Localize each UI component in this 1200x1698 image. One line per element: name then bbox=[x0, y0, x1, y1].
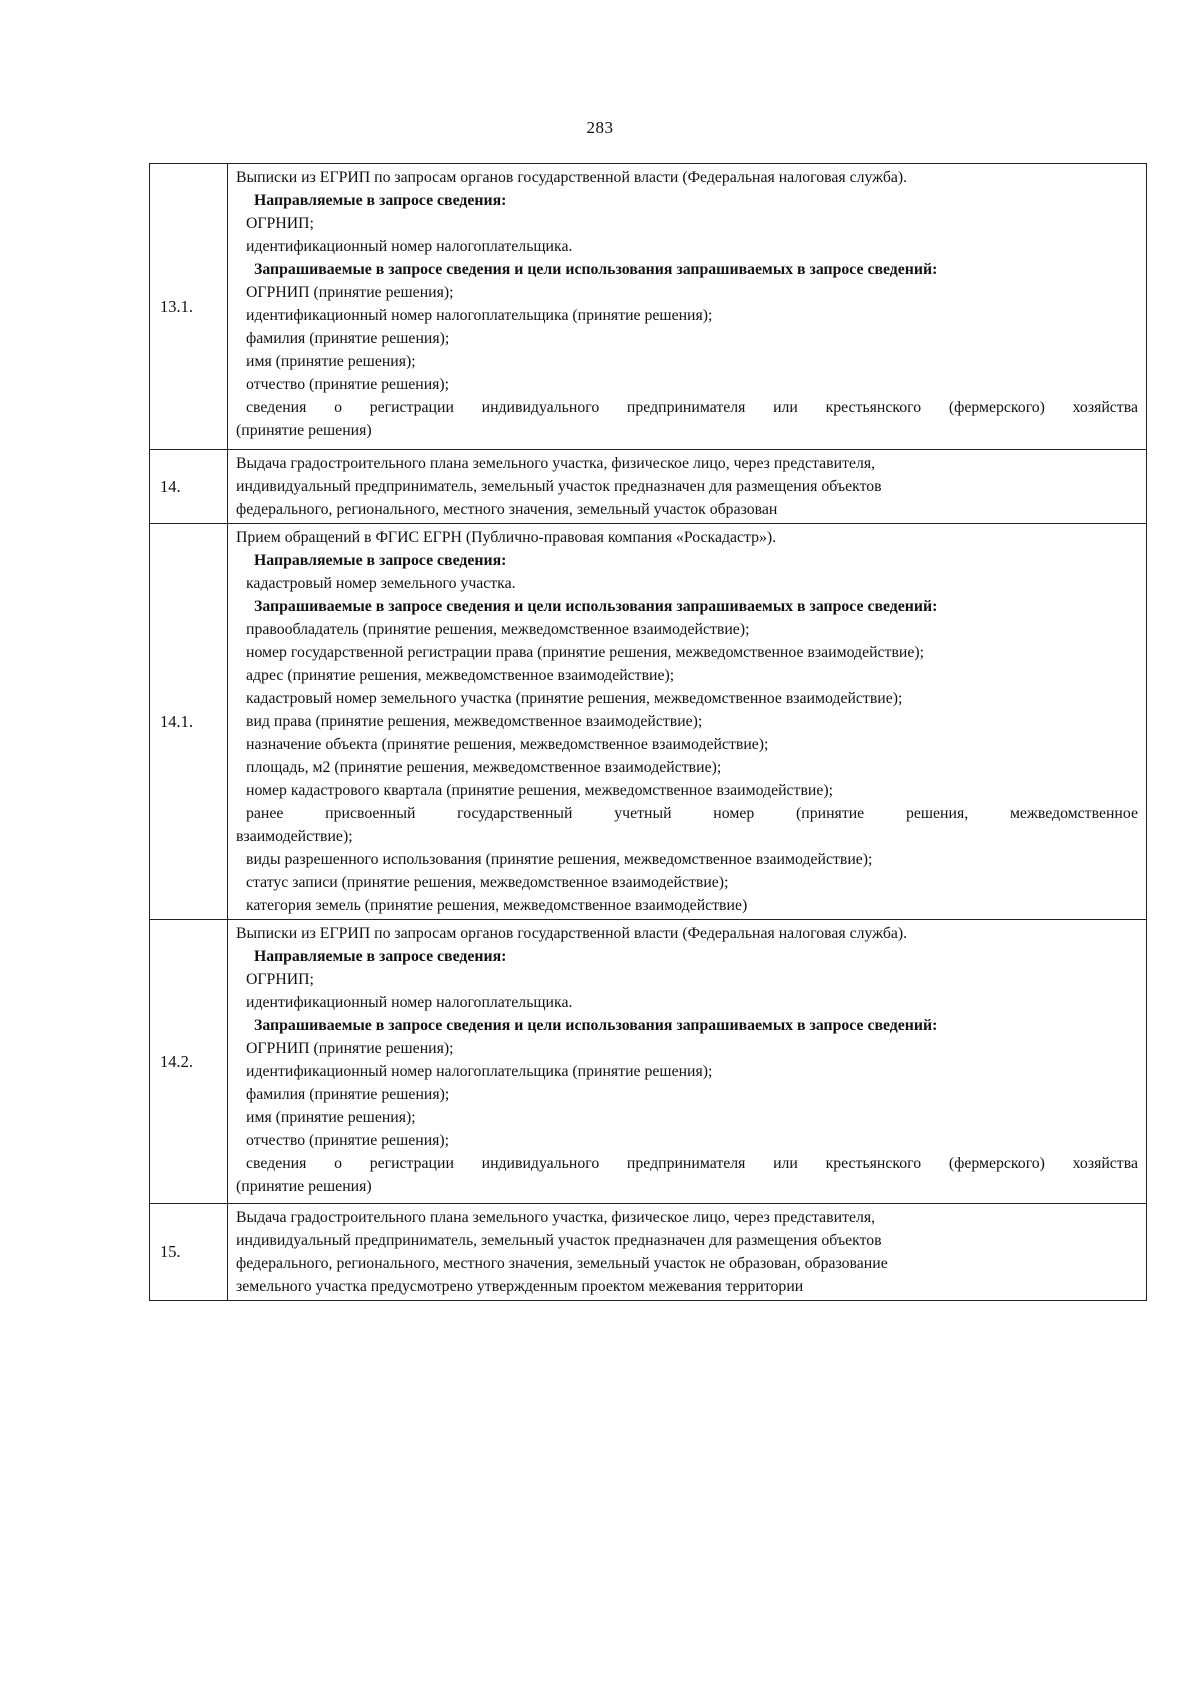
list-item: отчество (принятие решения); bbox=[246, 376, 450, 393]
word: учетный bbox=[614, 805, 672, 822]
word: крестьянского bbox=[825, 1155, 922, 1172]
table-row bbox=[150, 1204, 1147, 1301]
list-item: ОГРНИП (принятие решения); bbox=[246, 284, 454, 301]
word: крестьянского bbox=[825, 399, 922, 416]
word: сведения bbox=[246, 399, 307, 416]
row-content bbox=[228, 524, 1147, 920]
word: или bbox=[773, 399, 798, 416]
justified-line bbox=[246, 396, 1138, 419]
word: или bbox=[773, 1155, 798, 1172]
row-number: 14.2. bbox=[150, 920, 228, 1204]
row-number: 15. bbox=[150, 1204, 228, 1301]
list-item: назначение объекта (принятие решения, межведомственное взаимодействие); bbox=[246, 736, 769, 753]
word: регистрации bbox=[369, 1155, 454, 1172]
list-item: фамилия (принятие решения); bbox=[246, 330, 450, 347]
content-heading-line: Выдача градостроительного плана земельного участка, физическое лицо, через представителя, bbox=[236, 455, 876, 472]
list-item: виды разрешенного использования (принятие решения, межведомственное взаимодействие); bbox=[246, 851, 873, 868]
word: государственный bbox=[457, 805, 573, 822]
content-heading-line: Выписки из ЕГРИП по запросам органов государственной власти (Федеральная налоговая служба). bbox=[236, 169, 908, 186]
table-row bbox=[150, 450, 1147, 524]
word: сведения bbox=[246, 1155, 307, 1172]
word: индивидуального bbox=[481, 1155, 600, 1172]
content-heading-line: Выписки из ЕГРИП по запросам органов государственной власти (Федеральная налоговая служба). bbox=[236, 925, 908, 942]
section-heading: Направляемые в запросе сведения: bbox=[254, 948, 507, 965]
word: (фермерского) bbox=[948, 399, 1045, 416]
word: номер bbox=[713, 805, 755, 822]
word: предпринимателя bbox=[626, 399, 746, 416]
word: хозяйства bbox=[1072, 1155, 1138, 1172]
content-heading-line: земельного участка предусмотрено утвержденным проектом межевания территории bbox=[236, 1278, 804, 1295]
table-row bbox=[150, 524, 1147, 920]
document-table bbox=[149, 163, 1147, 1301]
list-item: имя (принятие решения); bbox=[246, 353, 416, 370]
list-item: кадастровый номер земельного участка. bbox=[246, 575, 516, 592]
list-item: фамилия (принятие решения); bbox=[246, 1086, 450, 1103]
word: (фермерского) bbox=[948, 1155, 1045, 1172]
list-item: идентификационный номер налогоплательщика (принятие решения); bbox=[246, 1063, 713, 1080]
row-number: 14. bbox=[150, 450, 228, 524]
list-item: отчество (принятие решения); bbox=[246, 1132, 450, 1149]
list-item: ОГРНИП; bbox=[246, 971, 314, 988]
table-row bbox=[150, 164, 1147, 450]
section-heading: Запрашиваемые в запросе сведения и цели использования запрашиваемых в запросе сведений: bbox=[254, 598, 938, 615]
content-heading-line: индивидуальный предприниматель, земельный участок предназначен для размещения объектов bbox=[236, 1232, 882, 1249]
content-continuation-line: (принятие решения) bbox=[236, 1178, 372, 1195]
word: регистрации bbox=[369, 399, 454, 416]
word: индивидуального bbox=[481, 399, 600, 416]
list-item: вид права (принятие решения, межведомственное взаимодействие); bbox=[246, 713, 703, 730]
list-item: идентификационный номер налогоплательщика. bbox=[246, 238, 573, 255]
list-item: номер государственной регистрации права (принятие решения, межведомственное взаимодействие); bbox=[246, 644, 925, 661]
list-item: площадь, м2 (принятие решения, межведомственное взаимодействие); bbox=[246, 759, 722, 776]
content-heading-line: федерального, регионального, местного значения, земельный участок образован bbox=[236, 501, 778, 518]
table-row bbox=[150, 920, 1147, 1204]
page-number: 283 bbox=[586, 118, 614, 137]
list-item: ОГРНИП; bbox=[246, 215, 314, 232]
list-item: номер кадастрового квартала (принятие решения, межведомственное взаимодействие); bbox=[246, 782, 834, 799]
content-heading-line: Выдача градостроительного плана земельного участка, физическое лицо, через представителя, bbox=[236, 1209, 876, 1226]
section-heading: Запрашиваемые в запросе сведения и цели использования запрашиваемых в запросе сведений: bbox=[254, 1017, 938, 1034]
content-heading-line: индивидуальный предприниматель, земельный участок предназначен для размещения объектов bbox=[236, 478, 882, 495]
word: (принятие bbox=[796, 805, 865, 822]
row-number: 14.1. bbox=[150, 524, 228, 920]
list-item: адрес (принятие решения, межведомственное взаимодействие); bbox=[246, 667, 675, 684]
list-item: идентификационный номер налогоплательщика (принятие решения); bbox=[246, 307, 713, 324]
word: предпринимателя bbox=[626, 1155, 746, 1172]
row-content bbox=[228, 450, 1147, 524]
row-content bbox=[228, 920, 1147, 1204]
justified-line bbox=[246, 802, 1138, 825]
word: хозяйства bbox=[1072, 399, 1138, 416]
table-body bbox=[150, 164, 1147, 1301]
list-item: категория земель (принятие решения, межведомственное взаимодействие) bbox=[246, 897, 748, 914]
justified-line bbox=[246, 1152, 1138, 1175]
word: присвоенный bbox=[325, 805, 416, 822]
row-content bbox=[228, 1204, 1147, 1301]
content-continuation-line: (принятие решения) bbox=[236, 422, 372, 439]
word: решения, bbox=[905, 805, 969, 822]
list-item: имя (принятие решения); bbox=[246, 1109, 416, 1126]
row-content bbox=[228, 164, 1147, 450]
word: о bbox=[334, 399, 342, 416]
content-heading-line: федерального, регионального, местного значения, земельный участок не образован, образование bbox=[236, 1255, 888, 1272]
list-item: статус записи (принятие решения, межведомственное взаимодействие); bbox=[246, 874, 729, 891]
section-heading: Направляемые в запросе сведения: bbox=[254, 552, 507, 569]
section-heading: Запрашиваемые в запросе сведения и цели использования запрашиваемых в запросе сведений: bbox=[254, 261, 938, 278]
content-heading-line: Прием обращений в ФГИС ЕГРН (Публично-правовая компания «Роскадастр»). bbox=[236, 529, 777, 546]
word: межведомственное bbox=[1009, 805, 1138, 822]
list-item: кадастровый номер земельного участка (принятие решения, межведомственное взаимодействие); bbox=[246, 690, 903, 707]
list-item: ОГРНИП (принятие решения); bbox=[246, 1040, 454, 1057]
word: о bbox=[334, 1155, 342, 1172]
list-item: идентификационный номер налогоплательщика. bbox=[246, 994, 573, 1011]
word: ранее bbox=[246, 805, 284, 822]
content-continuation-line: взаимодействие); bbox=[236, 828, 353, 845]
list-item: правообладатель (принятие решения, межведомственное взаимодействие); bbox=[246, 621, 750, 638]
section-heading: Направляемые в запросе сведения: bbox=[254, 192, 507, 209]
row-number: 13.1. bbox=[150, 164, 228, 450]
